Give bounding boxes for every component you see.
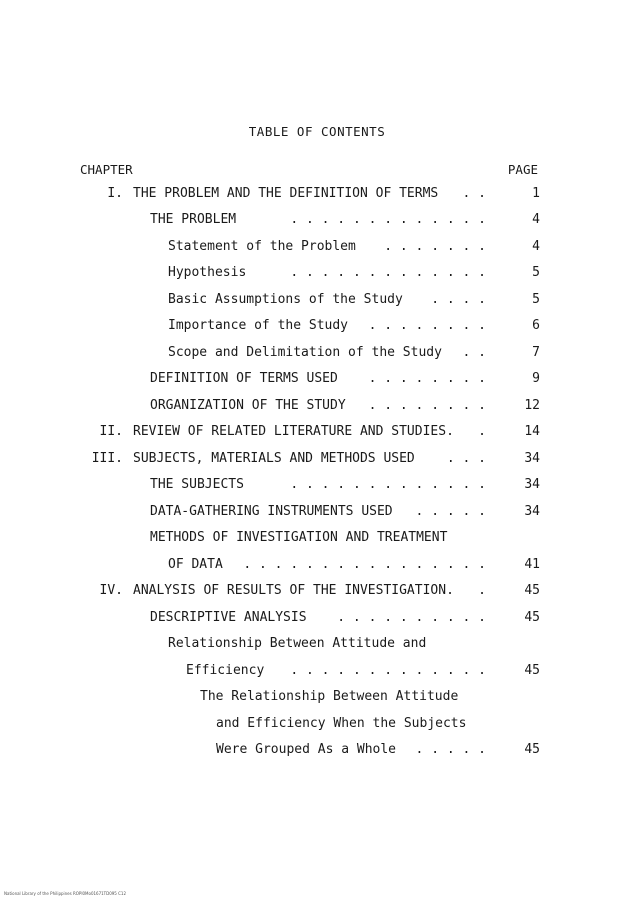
toc-entry (0, 742, 634, 760)
toc-entry (0, 398, 634, 416)
chapter-number: III. (91, 451, 123, 466)
entry-title: ORGANIZATION OF THE STUDY (150, 398, 346, 413)
toc-entry (0, 292, 634, 310)
page-number: 9 (532, 371, 540, 386)
toc-entry (0, 689, 634, 707)
page-number: 5 (532, 292, 540, 307)
leader-dots: . . . . . . . . . . . . . (290, 265, 486, 280)
leader-dots: . . . . . . . . . . . . . (290, 477, 486, 492)
toc-entry (0, 477, 634, 495)
leader-dots: . (478, 583, 486, 598)
toc-entry (0, 318, 634, 336)
toc-entry (0, 186, 634, 204)
page-number: 34 (524, 504, 540, 519)
footer-watermark: National Library of the Philippines ROPI0Mo01671TD095 C12 (4, 891, 126, 896)
entry-title: THE PROBLEM AND THE DEFINITION OF TERMS (133, 186, 439, 201)
page-number: 6 (532, 318, 540, 333)
leader-dots: . . (462, 186, 486, 201)
toc-entry (0, 345, 634, 363)
leader-dots: . . . . . . . . . . . . . (290, 212, 486, 227)
entry-title: DEFINITION OF TERMS USED (150, 371, 338, 386)
entry-title: Basic Assumptions of the Study (168, 292, 403, 307)
leader-dots: . . . . . . . . (368, 398, 486, 413)
toc-entry (0, 557, 634, 575)
toc-entry (0, 371, 634, 389)
leader-dots: . . . . . . . . (368, 318, 486, 333)
entry-title: Were Grouped As a Whole (216, 742, 397, 757)
leader-dots: . . (462, 345, 486, 360)
entry-title: Efficiency (186, 663, 265, 678)
entry-title: Importance of the Study (168, 318, 349, 333)
leader-dots: . . . . . (415, 504, 486, 519)
page-number: 14 (524, 424, 540, 439)
page-number: 45 (524, 742, 540, 757)
leader-dots: . . . (446, 451, 486, 466)
leader-dots: . . . . . . . (384, 239, 486, 254)
entry-title: and Efficiency When the Subjects (216, 716, 467, 731)
toc-entry (0, 716, 634, 734)
page-number: 4 (532, 212, 540, 227)
page-number: 41 (524, 557, 540, 572)
page-number: 45 (524, 663, 540, 678)
chapter-column-header: CHAPTER (80, 162, 133, 177)
entry-title: DATA-GATHERING INSTRUMENTS USED (150, 504, 393, 519)
chapter-number: I. (107, 186, 123, 201)
page-number: 45 (524, 610, 540, 625)
toc-entry (0, 451, 634, 469)
entry-title: OF DATA (168, 557, 223, 572)
leader-dots: . (478, 424, 486, 439)
leader-dots: . . . . . . . . . . (337, 610, 486, 625)
leader-dots: . . . . . . . . (368, 371, 486, 386)
entry-title: Relationship Between Attitude and (168, 636, 427, 651)
leader-dots: . . . . (431, 292, 486, 307)
entry-title: THE PROBLEM (150, 212, 237, 227)
chapter-number: IV. (99, 583, 123, 598)
entry-title: THE SUBJECTS (150, 477, 244, 492)
entry-title: ANALYSIS OF RESULTS OF THE INVESTIGATION. (133, 583, 454, 598)
entry-title: REVIEW OF RELATED LITERATURE AND STUDIES. (133, 424, 454, 439)
leader-dots: . . . . . . . . . . . . . (290, 663, 486, 678)
toc-title: TABLE OF CONTENTS (248, 124, 386, 139)
leader-dots: . . . . . . . . . . . . . . . . (243, 557, 486, 572)
entry-title: Statement of the Problem (168, 239, 356, 254)
entry-title: Hypothesis (168, 265, 247, 280)
entry-title: Scope and Delimitation of the Study (168, 345, 442, 360)
toc-entry (0, 504, 634, 522)
page-number: 45 (524, 583, 540, 598)
page-number: 12 (524, 398, 540, 413)
page-number: 1 (532, 186, 540, 201)
toc-entry (0, 239, 634, 257)
entry-title: METHODS OF INVESTIGATION AND TREATMENT (150, 530, 448, 545)
page-number: 5 (532, 265, 540, 280)
page-number: 7 (532, 345, 540, 360)
entry-title: SUBJECTS, MATERIALS AND METHODS USED (133, 451, 415, 466)
entry-title: The Relationship Between Attitude (200, 689, 459, 704)
toc-entry (0, 663, 634, 681)
chapter-number: II. (99, 424, 123, 439)
page-column-header: PAGE (507, 162, 538, 177)
page-number: 34 (524, 477, 540, 492)
toc-entry (0, 265, 634, 283)
toc-entry (0, 530, 634, 548)
toc-entry (0, 636, 634, 654)
page-number: 4 (532, 239, 540, 254)
toc-entry (0, 583, 634, 601)
toc-entry (0, 212, 634, 230)
leader-dots: . . . . . (415, 742, 486, 757)
toc-entry (0, 424, 634, 442)
page-number: 34 (524, 451, 540, 466)
entry-title: DESCRIPTIVE ANALYSIS (150, 610, 307, 625)
toc-entry (0, 610, 634, 628)
